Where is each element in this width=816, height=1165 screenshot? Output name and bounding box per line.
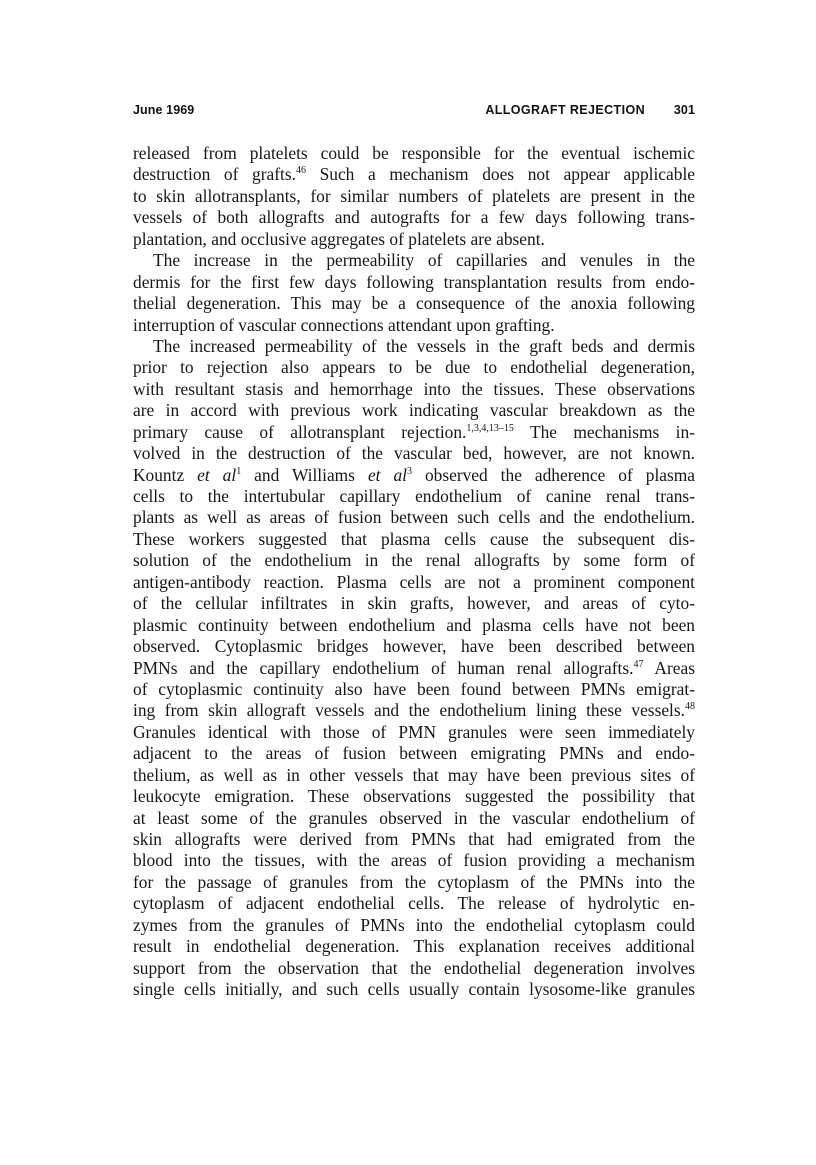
text-line: solution of the endothelium in the renal allografts by some form of xyxy=(133,550,695,571)
citation-ref: 47 xyxy=(633,658,644,670)
text-line: are in accord with previous work indicating vascular breakdown as the xyxy=(133,400,695,421)
citation-ref: 3 xyxy=(406,465,412,477)
text-line: destruction of grafts.$^{46}$ Such a mechanism does not appear applicable xyxy=(133,164,695,185)
text-line: vessels of both allografts and autografts for a few days following trans- xyxy=(133,207,695,228)
text-line: released from platelets could be responsible for the eventual ischemic xyxy=(133,143,695,163)
citation-ref: 48 xyxy=(685,701,695,713)
running-title: ALLOGRAFT REJECTION xyxy=(485,103,645,117)
text-line: dermis for the first few days following transplantation results from endo- xyxy=(133,271,695,292)
text-line: at least some of the granules observed in the vascular endothelium of xyxy=(133,807,695,828)
text-line: observed. Cytoplasmic bridges however, have been described between xyxy=(133,636,695,657)
text-line: of cytoplasmic continuity also have been found between PMNs emigrat- xyxy=(133,678,695,699)
text-line: prior to rejection also appears to be due to endothelial degeneration, xyxy=(133,357,695,378)
text-line: primary cause of allotransplant rejection.$^{1,3,4,13-15}$ The mechanisms in- xyxy=(133,421,695,442)
text-line: blood into the tissues, with the areas of fusion providing a mechanism xyxy=(133,850,695,871)
text-line: leukocyte emigration. These observations suggested the possibility that xyxy=(133,786,695,807)
paragraph-start: The increased permeability of the vessels in the graft beds and dermis xyxy=(153,335,695,356)
article-body xyxy=(133,143,695,1001)
text-line: Granules identical with those of PMN granules were seen immediately xyxy=(133,721,695,742)
text-line: plasmic continuity between endothelium and plasma cells have not been xyxy=(133,614,695,635)
citation-ref: 1 xyxy=(236,465,242,477)
citation-ref: 1,3,4,13–15 xyxy=(466,422,514,434)
text-line: plantation, and occlusive aggregates of platelets are absent. xyxy=(133,228,545,249)
text-line: antigen-antibody reaction. Plasma cells are not a prominent component xyxy=(133,571,695,592)
text-line: Kountz et $al^1$ and Williams et $al^3$ observed the adherence of plasma xyxy=(133,465,695,485)
text-line: support from the observation that the endothelial degeneration involves xyxy=(133,957,695,978)
text-line: These workers suggested that plasma cells cause the subsequent dis- xyxy=(133,528,695,549)
running-head xyxy=(133,103,695,123)
paragraph-start: The increase in the permeability of capillaries and venules in the xyxy=(153,250,695,271)
text-line: cytoplasm of adjacent endothelial cells. The release of hydrolytic en- xyxy=(133,893,695,914)
text-line: volved in the destruction of the vascular bed, however, are not known. xyxy=(133,443,695,464)
text-line: result in endothelial degeneration. This explanation receives additional xyxy=(133,936,695,957)
text-line: of the cellular infiltrates in skin grafts, however, and areas of cyto- xyxy=(133,593,695,614)
text-line: cells to the intertubular capillary endothelium of canine renal trans- xyxy=(133,486,695,506)
text-line: plants as well as areas of fusion between such cells and the endothelium. xyxy=(133,507,695,528)
text-line: skin allografts were derived from PMNs that had emigrated from the xyxy=(133,829,695,849)
text-line: adjacent to the areas of fusion between emigrating PMNs and endo- xyxy=(133,743,695,764)
text-line: thelium, as well as in other vessels that may have been previous sites of xyxy=(133,764,695,785)
text-line: zymes from the granules of PMNs into the endothelial cytoplasm could xyxy=(133,914,695,935)
text-line: thelial degeneration. This may be a consequence of the anoxia following xyxy=(133,293,695,314)
text-line: ing from skin allograft vessels and the endothelium lining these vessels.$^{48}$ xyxy=(133,700,695,721)
text-line: for the passage of granules from the cytoplasm of the PMNs into the xyxy=(133,871,695,892)
issue-date: June 1969 xyxy=(133,103,195,117)
text-line: with resultant stasis and hemorrhage into the tissues. These observations xyxy=(133,378,695,399)
text-line: interruption of vascular connections attendant upon grafting. xyxy=(133,314,555,335)
text-line: single cells initially, and such cells usually contain lysosome-like granules xyxy=(133,979,695,1000)
citation-ref: 46 xyxy=(295,165,306,177)
page-number: 301 xyxy=(673,103,695,117)
text-line: to skin allotransplants, for similar numbers of platelets are present in the xyxy=(133,185,695,206)
text-line: PMNs and the capillary endothelium of human renal allografts.$^{47}$ Areas xyxy=(133,657,695,678)
